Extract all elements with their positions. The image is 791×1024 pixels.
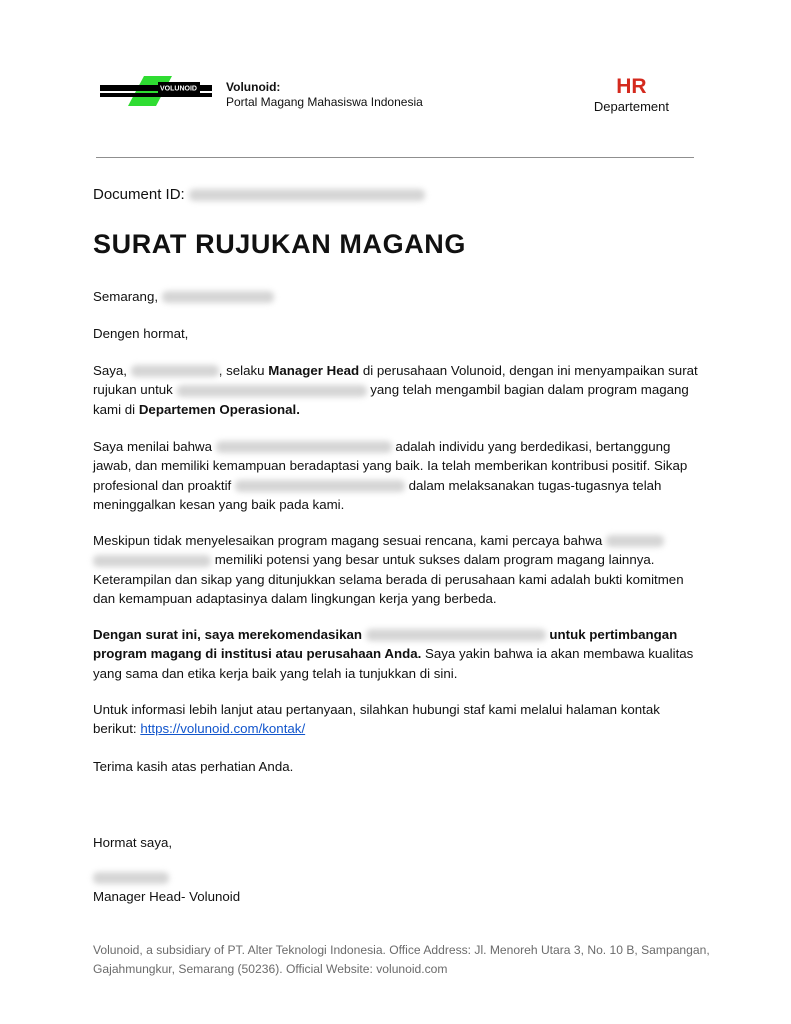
p1-text-d: yang telah mengambil bagian dalam program magang kami di [93, 382, 689, 417]
sign-off-text: Hormat saya, [93, 835, 173, 850]
document-id-line [93, 186, 425, 204]
p4-bold-a: Dengan surat ini, saya merekomendasikan [93, 627, 363, 642]
p3-text-b: memiliki potensi yang besar untuk sukses dalam program magang lainnya. Keterampilan dan sikap yang ditunjukkan selama berada di perusahaan kami adalah bukti komitmen dan kemampuan adaptasinya dalam lingkungan kerja yang berbeda. [93, 552, 684, 607]
closing-line [93, 757, 705, 776]
p4-bold-b: untuk pertimbangan program magang di institusi atau perusahaan Anda. [93, 627, 678, 662]
signer-title-line [93, 887, 705, 906]
redacted-intern-name [366, 629, 546, 641]
p1-text-a: Saya, [93, 363, 128, 378]
redacted-document-id [189, 189, 425, 201]
signer-title: Manager Head- Volunoid [93, 889, 241, 904]
p2-text-a: Saya menilai bahwa [93, 439, 213, 454]
paragraph-2 [93, 437, 705, 515]
paragraph-4 [93, 625, 705, 683]
redacted-intern-name [606, 535, 664, 547]
signer-name-line [93, 868, 705, 887]
p1-role: Manager Head [268, 363, 360, 378]
paragraph-5 [93, 700, 705, 739]
redacted-intern-name [216, 441, 392, 453]
place-date-line [93, 287, 705, 306]
greeting [93, 324, 705, 343]
p5-text: Untuk informasi lebih lanjut atau pertanyaan, silahkan hubungi staf kami melalui halaman kontak berikut: [93, 702, 660, 737]
department-code: HR [616, 75, 647, 98]
volunoid-logo [100, 76, 212, 106]
redacted-intern-name [235, 480, 405, 492]
document-id-label: Document ID: [93, 186, 185, 203]
p1-department: Departemen Operasional. [138, 401, 300, 417]
department-block [594, 76, 669, 115]
contact-link[interactable]: https://volunoid.com/kontak/ [140, 721, 306, 737]
place: Semarang, [93, 289, 159, 304]
svg-text:VOLUNOID: VOLUNOID [160, 85, 197, 93]
p2-text-c: dalam melaksanakan tugas-tugasnya telah meninggalkan kesan yang baik pada kami. [93, 477, 662, 513]
organization-block [226, 80, 423, 110]
organization-tagline: Portal Magang Mahasiswa Indonesia [226, 95, 423, 109]
redacted-signer-name [131, 365, 219, 377]
redacted-date [162, 291, 274, 303]
p3-text-a: Meskipun tidak menyelesaikan program magang sesuai rencana, kami percaya bahwa [93, 533, 603, 548]
letter-title: SURAT RUJUKAN MAGANG [93, 229, 466, 259]
redacted-intern-name [177, 385, 367, 397]
footer-address: Volunoid, a subsidiary of PT. Alter Teknologi Indonesia. Office Address: Jl. Menoreh Utara 3, No. 10 B, Sampangan, Gajahmungkur, Semarang (50236). Official Website: volunoid.com [93, 943, 710, 976]
organization-name: Volunoid: [226, 80, 281, 94]
paragraph-1 [93, 361, 705, 419]
p2-text-b: adalah individu yang berdedikasi, bertanggung jawab, dan memiliki kemampuan beradaptasi yang baik. Ia telah memberikan kontribusi positif. Sikap profesional dan proaktif [93, 439, 688, 493]
p1-text-b: , selaku [218, 363, 265, 378]
closing-text: Terima kasih atas perhatian Anda. [93, 759, 294, 774]
sign-off [93, 833, 705, 852]
greeting-text: Dengen hormat, [93, 326, 189, 341]
redacted-intern-name-cont [93, 555, 211, 567]
header-divider [96, 157, 694, 158]
department-label: Departement [593, 99, 669, 114]
paragraph-3 [93, 531, 705, 609]
p1-text-c: di perusahaan Volunoid, dengan ini menyampaikan surat rujukan untuk [93, 363, 698, 398]
redacted-signer-name [93, 872, 169, 884]
p4-text-rest: Saya yakin bahwa ia akan membawa kualitas yang sama dan etika kerja baik yang telah ia tunjukkan di sini. [93, 646, 694, 681]
